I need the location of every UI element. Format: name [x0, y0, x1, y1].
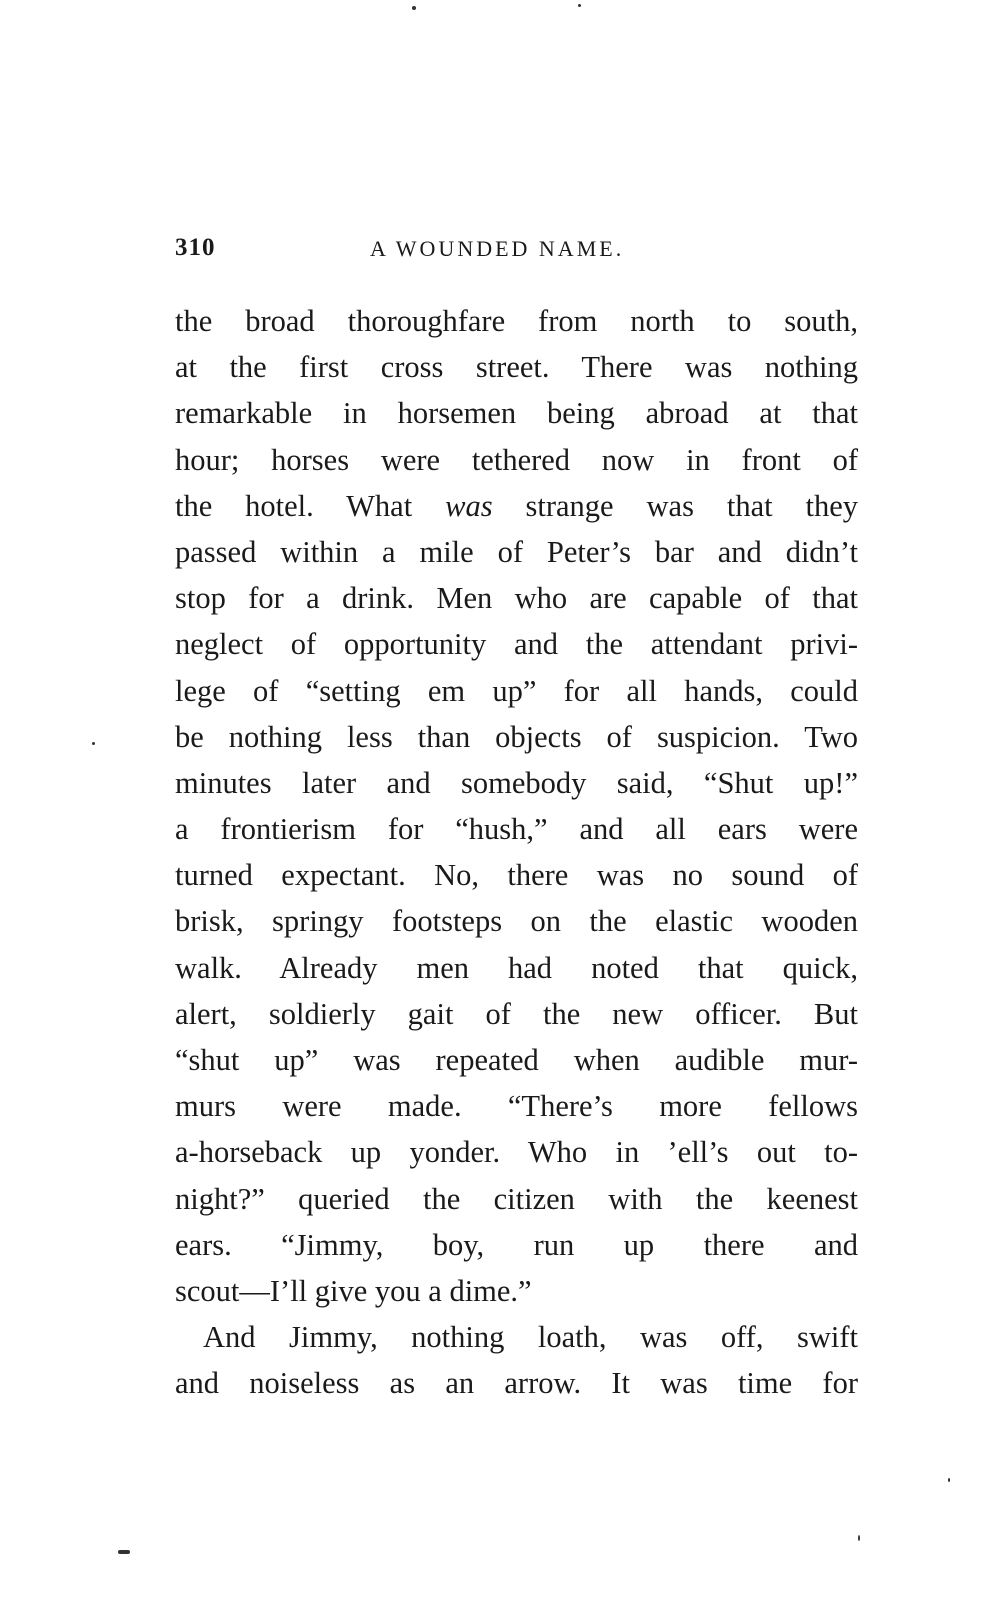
ink-speck [858, 1535, 860, 1541]
text-line: alert, soldierly gait of the new officer. But [175, 996, 858, 1031]
text-segment: the hotel. What [175, 488, 413, 523]
ink-speck [578, 4, 581, 7]
text-line: a-horseback up yonder. Who in ’ell’s out to- [175, 1135, 858, 1170]
text-line: scout—I’ll give you a dime.” [175, 1273, 532, 1308]
text-segment: strange was that they [525, 488, 859, 523]
page-number: 310 [175, 234, 216, 261]
book-title: A WOUNDED NAME. [370, 236, 625, 261]
text-line: brisk, springy footsteps on the elastic wooden [175, 904, 858, 939]
text-line: passed within a mile of Peter’s bar and didn’t [175, 534, 858, 569]
text-line: stop for a drink. Men who are capable of that [175, 581, 858, 616]
text-line: walk. Already men had noted that quick, [175, 950, 858, 985]
text-line: the broad thoroughfare from north to south, [175, 304, 858, 338]
text-line: ears. “Jimmy, boy, run up there and [175, 1227, 858, 1262]
text-line: a frontierism for “hush,” and all ears were [175, 812, 858, 847]
italic-word: was [445, 488, 493, 523]
text-line-indented: And Jimmy, nothing loath, was off, swift [203, 1320, 858, 1355]
text-line: remarkable in horsemen being abroad at that [175, 396, 858, 431]
text-line: minutes later and somebody said, “Shut up!” [175, 765, 858, 800]
text-line: neglect of opportunity and the attendant privi- [175, 627, 858, 662]
ink-speck [412, 6, 416, 10]
text-line: “shut up” was repeated when audible mur- [175, 1043, 858, 1077]
text-line: be nothing less than objects of suspicion. Two [175, 719, 858, 754]
text-line: lege of “setting em up” for all hands, could [175, 673, 858, 708]
ink-speck [92, 742, 95, 745]
text-line: night?” queried the citizen with the keenest [175, 1181, 858, 1216]
running-head [175, 234, 875, 274]
ink-speck [118, 1550, 130, 1554]
body-text [175, 298, 858, 1407]
text-line: turned expectant. No, there was no sound of [175, 858, 858, 893]
text-line: hour; horses were tethered now in front of [175, 442, 858, 477]
text-line: at the first cross street. There was nothing [175, 350, 858, 385]
text-line [175, 483, 858, 529]
text-line: and noiseless as an arrow. It was time for [175, 1366, 858, 1401]
ink-speck [948, 1478, 950, 1482]
text-line: murs were made. “There’s more fellows [175, 1089, 858, 1124]
